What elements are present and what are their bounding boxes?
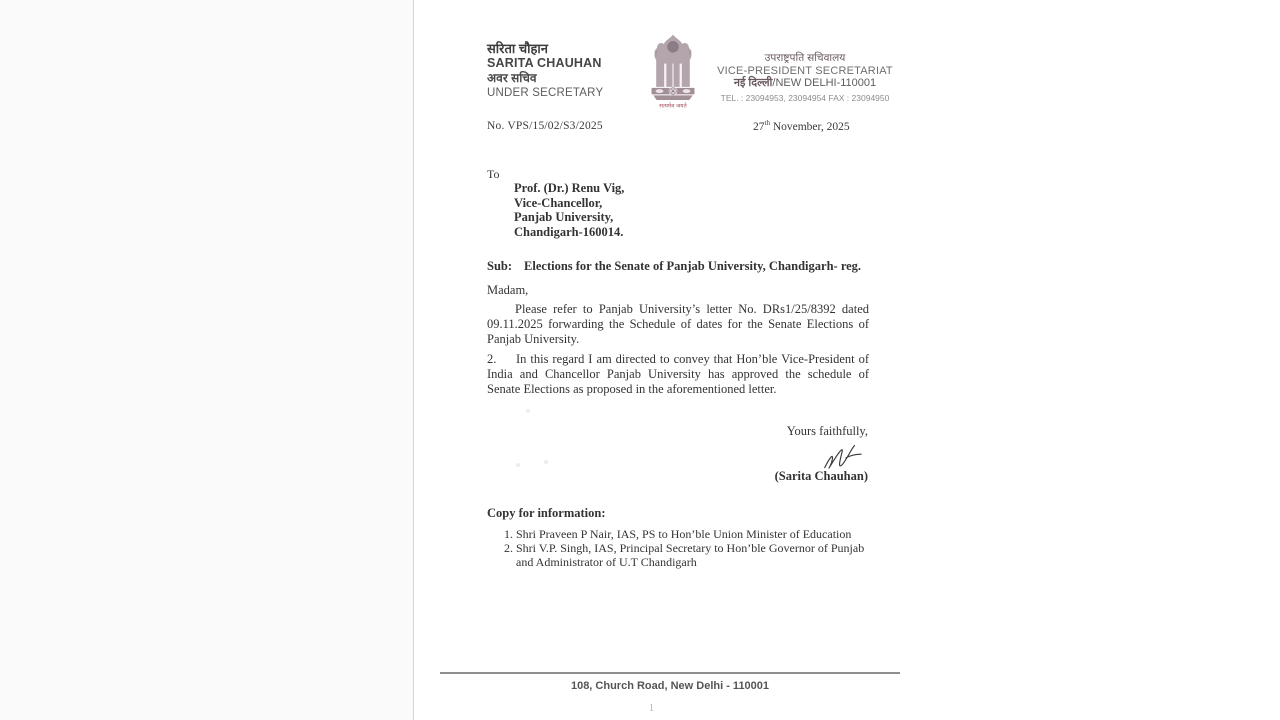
footer-address: 108, Church Road, New Delhi - 110001: [570, 680, 770, 692]
scan-smudge: [516, 463, 520, 467]
copy-list: [516, 527, 876, 570]
date-month-year: November, 2025: [769, 120, 850, 133]
paragraph-number: 2.: [487, 352, 497, 366]
addressee-city: Chandigarh-160014.: [514, 224, 624, 239]
copy-heading: Copy for information:: [487, 506, 606, 520]
page-number: 1: [649, 703, 654, 714]
officer-name-hindi: सरिता चौहान: [487, 41, 548, 56]
date-day: 27: [753, 120, 765, 133]
page-edge-line: [413, 0, 414, 720]
footer-rule: [440, 672, 900, 674]
emblem-motto: सत्यमेव जयते: [659, 103, 687, 110]
officer-title-hindi: अवर सचिव: [487, 71, 537, 85]
office-city-english: /NEW DELHI-110001: [772, 77, 877, 89]
body-paragraph-2-text: In this regard I am directed to convey that Hon’ble Vice-President of India and Chancellor Panjab University has approved the schedule of Senate Elections as proposed in the aforementioned letter.: [487, 352, 869, 396]
addressee-name: Prof. (Dr.) Renu Vig,: [514, 181, 625, 195]
reference-number: No. VPS/15/02/S3/2025: [487, 120, 603, 132]
officer-name: SARITA CHAUHAN: [487, 56, 602, 70]
office-telephone: TEL. : 23094953, 23094954 FAX : 23094950: [720, 92, 890, 103]
office-city: [712, 77, 898, 90]
scan-smudge: [544, 460, 548, 464]
state-emblem-of-india-icon: [645, 32, 701, 112]
scan-margin: [0, 0, 413, 720]
copy-item: 2. Shri V.P. Singh, IAS, Principal Secretary to Hon’ble Governor of Punjab and Administrator of U.T Chandigarh: [516, 541, 876, 569]
office-block: [712, 52, 898, 104]
addressee-designation: Vice-Chancellor,: [514, 195, 603, 210]
salutation: Madam,: [487, 283, 529, 297]
complimentary-closing: Yours faithfully,: [786, 424, 868, 438]
addressee-block: [514, 181, 624, 239]
subject-text: Elections for the Senate of Panjab University, Chandigarh- reg.: [524, 259, 862, 273]
officer-block: [487, 41, 603, 101]
copy-item: 1. Shri Praveen P Nair, IAS, PS to Hon’ble Union Minister of Education: [516, 527, 876, 541]
officer-title: UNDER SECRETARY: [487, 87, 604, 99]
office-name: VICE-PRESIDENT SECRETARIAT: [717, 64, 893, 77]
date-ordinal-suffix: th: [764, 119, 770, 127]
office-name-hindi: उपराष्ट्रपति सचिवालय: [764, 52, 846, 64]
signer-name: (Sarita Chauhan): [774, 469, 868, 483]
to-label: To: [487, 167, 500, 181]
office-city-hindi: नई दिल्ली: [733, 77, 773, 89]
body-paragraph-2: [487, 352, 869, 397]
addressee-organisation: Panjab University,: [514, 210, 614, 225]
subject-line: [487, 259, 868, 274]
subject-label: Sub:: [487, 259, 513, 273]
body-paragraph-1: Please refer to Panjab University’s letter No. DRs1/25/8392 dated 09.11.2025 forwarding the Schedule of dates for the Senate Elections of Panjab University.: [487, 302, 869, 346]
scan-smudge: [526, 409, 530, 413]
letter-date: [753, 119, 850, 133]
